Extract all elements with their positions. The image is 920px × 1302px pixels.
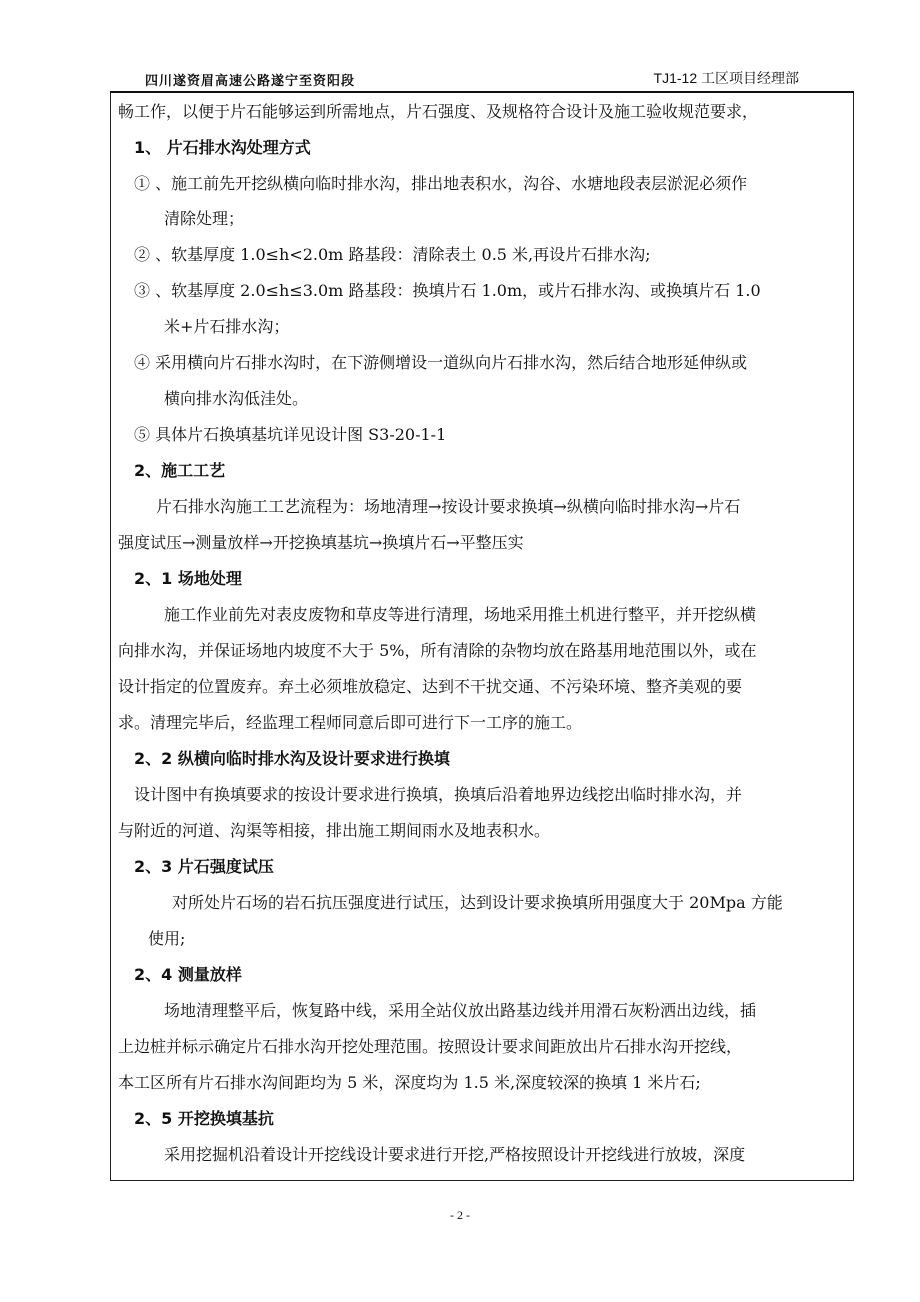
section-heading: 2、5 开挖换填基抗 — [134, 1109, 274, 1128]
section-heading: 1、 片石排水沟处理方式 — [134, 138, 311, 157]
body-line: 上边桩并标示确定片石排水沟开挖处理范围。按照设计要求间距放出片石排水沟开挖线， — [118, 1037, 743, 1056]
page-number: - 2 - — [450, 1208, 470, 1222]
list-item: ③ 、软基厚度 2.0≤h≤3.0m 路基段：换填片石 1.0m，或片石排水沟、或换填片石 1.0 — [134, 281, 761, 300]
body-line: 使用; — [148, 929, 186, 948]
body-line: 横向排水沟低洼处。 — [164, 389, 309, 408]
section-heading: 2、3 片石强度试压 — [134, 857, 274, 876]
body-line: 设计图中有换填要求的按设计要求进行换填，换填后沿着地界边线挖出临时排水沟，并 — [134, 785, 743, 804]
section-heading: 2、施工工艺 — [134, 461, 226, 480]
body-line: 片石排水沟施工工艺流程为：场地清理→按设计要求换填→纵横向临时排水沟→片石 — [156, 497, 741, 516]
body-line: 畅工作，以便于片石能够运到所需地点，片石强度、及规格符合设计及施工验收规范要求， — [118, 102, 759, 121]
list-item: ② 、软基厚度 1.0≤h<2.0m 路基段：清除表土 0.5 米,再设片石排水沟; — [134, 245, 651, 264]
body-line: 向排水沟，并保证场地内坡度不大于 5%，所有清除的杂物均放在路基用地范围以外，或在 — [118, 641, 757, 660]
section-heading: 2、2 纵横向临时排水沟及设计要求进行换填 — [134, 749, 450, 768]
body-line: 设计指定的位置废弃。弃土必须堆放稳定、达到不干扰交通、不污染环境、整齐美观的要 — [118, 677, 743, 696]
header-project-name: 四川遂资眉高速公路遂宁至资阳段 — [145, 74, 356, 89]
body-line: 对所处片石场的岩石抗压强度进行试压，达到设计要求换填所用强度大于 20Mpa 方能 — [172, 893, 783, 912]
list-item: ① 、施工前先开挖纵横向临时排水沟，排出地表积水，沟谷、水塘地段表层淤泥必须作 — [134, 174, 748, 193]
page-header — [110, 62, 854, 88]
body-line: 本工区所有片石排水沟间距均为 5 米，深度均为 1.5 米,深度较深的换填 1 米片石; — [118, 1073, 701, 1092]
body-line: 强度试压→测量放样→开挖换填基坑→换填片石→平整压实 — [118, 533, 524, 552]
body-line: 施工作业前先对表皮废物和草皮等进行清理，场地采用推土机进行整平，并开挖纵横 — [164, 605, 757, 624]
body-line: 采用挖掘机沿着设计开挖线设计要求进行开挖,严格按照设计开挖线进行放坡，深度 — [164, 1145, 746, 1164]
header-department: TJ1-12 工区项目经理部 — [653, 70, 799, 86]
list-item: ④ 采用横向片石排水沟时，在下游侧增设一道纵向片石排水沟，然后结合地形延伸纵或 — [134, 353, 748, 372]
body-line: 场地清理整平后，恢复路中线，采用全站仪放出路基边线并用滑石灰粉洒出边线，插 — [164, 1001, 757, 1020]
body-line: 米+片石排水沟； — [164, 317, 290, 336]
list-item: ⑤ 具体片石换填基坑详见设计图 S3-20-1-1 — [134, 425, 447, 444]
body-line: 与附近的河道、沟渠等相接，排出施工期间雨水及地表积水。 — [118, 821, 551, 840]
body-line: 清除处理； — [164, 209, 245, 228]
section-heading: 2、1 场地处理 — [134, 569, 242, 588]
body-line: 求。清理完毕后，经监理工程师同意后即可进行下一工序的施工。 — [118, 713, 583, 732]
section-heading: 2、4 测量放样 — [134, 965, 242, 984]
